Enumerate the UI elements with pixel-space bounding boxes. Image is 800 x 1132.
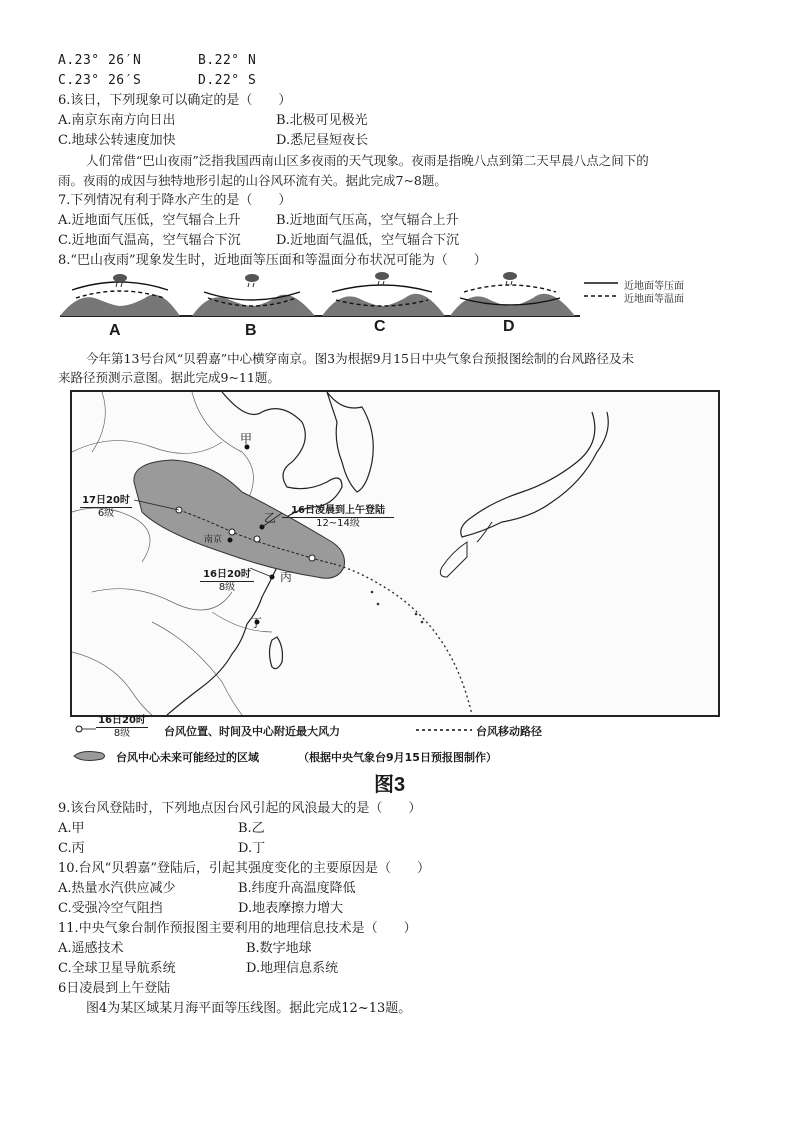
q9-option-c: C.丙 — [58, 841, 85, 856]
q8-diagram-d — [450, 272, 575, 316]
q7-option-c: C.近地面气温高，空气辐合下沉 — [58, 233, 241, 248]
map-legend-marker — [74, 724, 96, 734]
q10-stem: 10.台风“贝碧嘉”登陆后，引起其强度变化的主要原因是（ ） — [58, 861, 430, 876]
map-legend-position: 台风位置、时间及中心附近最大风力 — [164, 725, 340, 738]
q11-option-c: C.全球卫星导航系统 — [58, 961, 176, 976]
q7-option-a: A.近地面气压低，空气辐合上升 — [58, 213, 241, 228]
q9-option-b: B.乙 — [238, 821, 265, 836]
q5-option-c: C.23° 26′S — [58, 73, 142, 88]
q8-legend-isotherm: 近地面等温面 — [624, 294, 684, 305]
map-label-yi: 乙 — [264, 511, 277, 525]
q9-option-d: D.丁 — [238, 841, 266, 856]
q8-diagram-a — [60, 274, 180, 316]
q8-label-d: D — [503, 318, 515, 335]
map-label-jia: 甲 — [240, 432, 253, 446]
q10-option-c: C.受强冷空气阻挡 — [58, 901, 163, 916]
intro-12-13: 图4为某区域某月海平面等压线图。据此完成12~13题。 — [86, 1001, 412, 1016]
figure-3-caption: 图3 — [374, 774, 406, 796]
q8-diagram-b — [192, 274, 315, 316]
q8-label-c: C — [374, 318, 386, 335]
q10-option-a: A.热量水汽供应减少 — [58, 881, 176, 896]
q6-option-c: C.地球公转速度加快 — [58, 133, 176, 148]
q10-option-d: D.地表摩擦力增大 — [238, 901, 344, 916]
q6-option-a: A.南京东南方向日出 — [58, 113, 176, 128]
map-label-nanjing: 南京 — [204, 535, 223, 545]
map-legend-source: （根据中央气象台9月15日预报图制作） — [298, 751, 497, 764]
q8-stem: 8.“巴山夜雨”现象发生时，近地面等压面和等温面分布状况可能为（ ） — [58, 253, 487, 268]
q7-option-d: D.近地面气温低，空气辐合下沉 — [276, 233, 460, 248]
q8-diagram-c — [322, 272, 445, 316]
q9-stem: 9.该台风登陆时，下列地点因台风引起的风浪最大的是（ ） — [58, 801, 422, 816]
typhoon-map-graphic — [72, 392, 718, 715]
q11-option-b: B.数字地球 — [246, 941, 312, 956]
q11-option-d: D.地理信息系统 — [246, 961, 339, 976]
map-legend-box: 16日20时 8级 — [96, 715, 148, 740]
intro-9-11-line1: 今年第13号台风“贝碧嘉”中心横穿南京。图3为根据9月15日中央气象台预报图绘制的台风路径及未 — [86, 351, 634, 366]
q5-option-a: A.23° 26′N — [58, 53, 142, 68]
intro-7-8-line2: 雨。夜雨的成因与独特地形引起的山谷风环流有关。据此完成7~8题。 — [58, 173, 447, 188]
map-legend-path: 台风移动路径 — [476, 725, 542, 738]
q5-option-d: D.22° S — [198, 73, 257, 88]
q11-option-a: A.遥感技术 — [58, 941, 124, 956]
q9-option-a: A.甲 — [58, 821, 85, 836]
map-label-ding: 丁 — [250, 616, 263, 630]
typhoon-map — [70, 390, 720, 717]
q8-mountain-diagrams — [60, 270, 580, 322]
map-legend-area: 台风中心未来可能经过的区域 — [116, 751, 259, 764]
q8-legend-isobar: 近地面等压面 — [624, 281, 684, 292]
q10-option-b: B.纬度升高温度降低 — [238, 881, 356, 896]
q6-option-b: B.北极可见极光 — [276, 113, 368, 128]
q7-option-b: B.近地面气压高，空气辐合上升 — [276, 213, 459, 228]
q11-stem: 11.中央气象台制作预报图主要利用的地理信息技术是（ ） — [58, 921, 417, 936]
map-box-17th: 17日20时 6级 — [80, 495, 132, 520]
intro-9-11-line2: 来路径预测示意图。据此完成9~11题。 — [58, 370, 280, 385]
intro-7-8-line1: 人们常借“巴山夜雨”泛指我国西南山区多夜雨的天气现象。夜雨是指晚八点到第二天早晨八点之间下的 — [86, 153, 649, 168]
q8-label-a: A — [109, 322, 121, 339]
map-box-16th-landfall: 16日凌晨到上午登陆 12~14级 — [282, 505, 394, 530]
q7-stem: 7.下列情况有利于降水产生的是（ ） — [58, 193, 292, 208]
q5-option-b: B.22° N — [198, 53, 257, 68]
q8-label-b: B — [245, 322, 257, 339]
q6-option-d: D.悉尼昼短夜长 — [276, 133, 369, 148]
q6-stem: 6.该日，下列现象可以确定的是（ ） — [58, 93, 292, 108]
map-legend-path-line — [416, 726, 472, 734]
stray-line: 6日凌晨到上午登陆 — [58, 981, 171, 996]
map-box-16th-20h: 16日20时 8级 — [200, 569, 254, 594]
q8-legend-lines — [584, 278, 620, 302]
map-legend-cone-swatch — [72, 748, 108, 764]
map-label-bing: 丙 — [280, 570, 293, 584]
